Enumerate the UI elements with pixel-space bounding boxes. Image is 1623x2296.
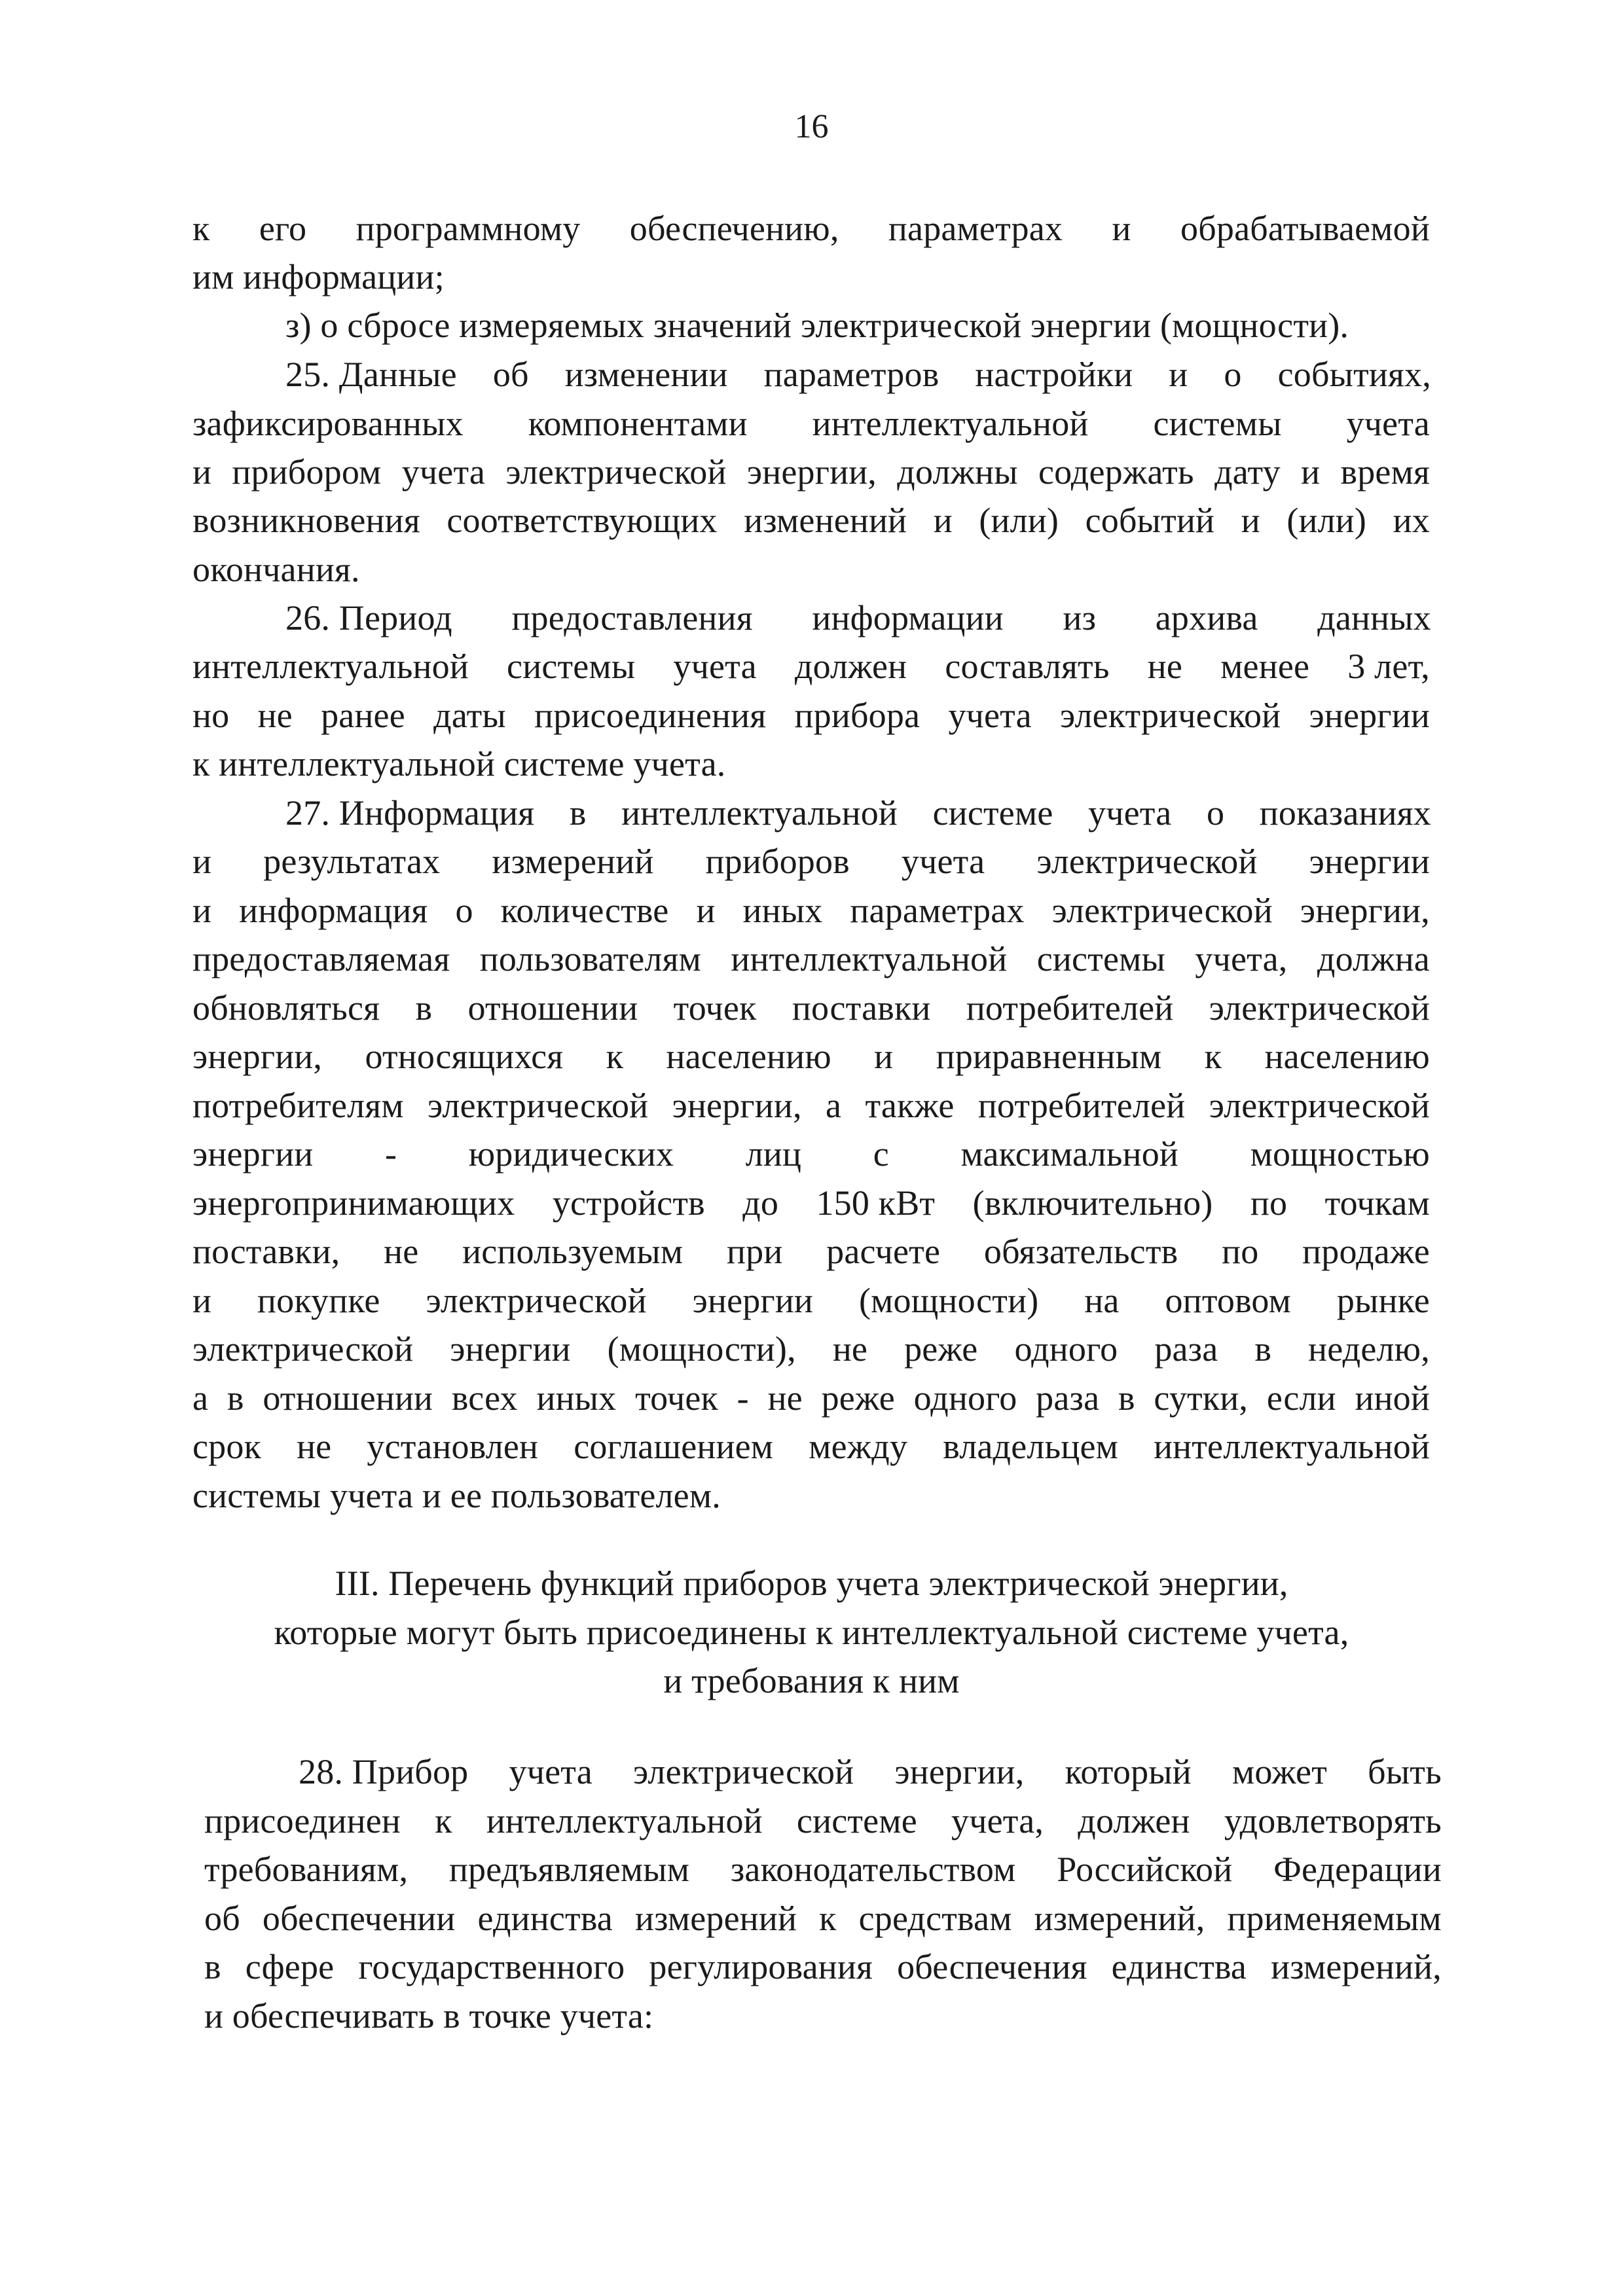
text-line [204,1852,1442,1887]
word: и [192,1281,212,1320]
word: отношении [263,1378,433,1418]
word: 27. Информация [285,793,535,833]
word: устройств [552,1183,705,1223]
word: который [1065,1752,1192,1791]
word: предоставляемая [192,939,450,978]
word: мощностью [1250,1134,1430,1174]
word: предъявляемым [448,1850,690,1889]
word: время [1340,452,1430,492]
word: интеллектуальной [731,939,1008,978]
word: относящихся [365,1037,564,1076]
word: 150 кВт [816,1183,936,1223]
word: и [1301,452,1321,492]
word: измерений [635,1899,797,1938]
word: отношении [467,988,638,1028]
word: одного [1014,1329,1118,1369]
word: архива [1155,598,1258,637]
word: к [819,1899,837,1938]
word: присоединен [204,1801,401,1840]
text-line [192,649,1430,684]
word: и [1169,355,1188,394]
word: единства [1111,1947,1247,1986]
word: между [809,1427,908,1466]
word: населению [666,1037,831,1076]
word: предоставления [511,598,753,637]
word: энергии, [1300,891,1430,930]
word: в [227,1378,244,1418]
text-line [192,1234,1430,1269]
word: не [832,1329,868,1369]
word: информация [239,891,428,930]
word: а [825,1086,842,1125]
word: не [257,696,293,735]
word: всех [451,1378,518,1418]
word: учета [673,647,757,686]
word: а [192,1378,209,1418]
word: менее [1220,647,1310,686]
word: должны [897,452,1018,492]
word: установлен [367,1427,539,1466]
word: обеспечения [897,1947,1087,1986]
word: их [1393,501,1430,540]
word: к [606,1037,624,1076]
word: в [569,793,587,833]
word: быть [1368,1752,1442,1791]
word: электрической [1051,891,1273,930]
word: не [297,1427,332,1466]
word: не [767,1378,803,1418]
word: расчете [826,1232,941,1271]
word: учета [509,1752,593,1791]
word: энергии [1309,842,1430,881]
word: показаниях [1259,793,1431,833]
text-line [192,1429,1430,1464]
word: и [192,891,212,930]
word: регулирования [649,1947,873,1986]
word: и [1112,209,1131,248]
word: государственного [358,1947,625,1986]
text-line [192,990,1430,1026]
word: до [742,1183,779,1223]
word: энергии, [746,452,877,492]
word: интеллектуальной [1154,1427,1430,1466]
text-line [192,454,1430,490]
word: учета [1346,404,1430,443]
word: оптовом [1165,1281,1291,1320]
paragraph-25-start [285,357,1431,392]
word: покупке [257,1281,380,1320]
word: присоединения [534,696,767,735]
text-line [192,893,1430,928]
word: энергии [692,1281,814,1320]
word: учета [1088,793,1172,833]
word: (мощности) [858,1281,1039,1320]
paragraph-27-start [285,795,1431,831]
word: не [1147,647,1183,686]
text-line [192,503,1430,538]
word: о [1224,355,1242,394]
page-number: 16 [794,108,829,145]
word: системе [932,793,1053,833]
text-line [204,1803,1442,1839]
word: - [384,1134,397,1174]
word: интеллектуальной [486,1801,763,1840]
word: в [1118,1378,1135,1418]
word: по [1250,1183,1288,1223]
word: электрической [1036,842,1258,881]
text-line [192,1283,1430,1318]
text-line [192,406,1430,441]
word: в [415,988,433,1028]
word: системе [796,1801,917,1840]
word: потребителям [192,1086,404,1125]
word: должна [1317,939,1430,978]
word: используемым [462,1232,684,1271]
word: реже [821,1378,895,1418]
word: энергии, [894,1752,1025,1791]
word: (мощности), [607,1329,796,1369]
word: ранее [321,696,405,735]
word: зафиксированных [192,404,464,443]
text-line [192,1088,1430,1123]
word: и [192,452,212,492]
word: соглашением [574,1427,774,1466]
word: 3 лет, [1347,647,1430,686]
word: изменении [564,355,728,394]
word: измерений, [1034,1899,1205,1938]
word: может [1232,1752,1328,1791]
word: (или) [979,501,1059,540]
word: из [1063,598,1097,637]
word: параметрах [888,209,1063,248]
word: срок [192,1427,262,1466]
paragraph-28-start [299,1754,1442,1789]
word: и [874,1037,894,1076]
word: и [192,842,212,881]
word: иных [536,1378,617,1418]
word: прибора [794,696,921,735]
word: точек [673,988,757,1028]
word: о [455,891,473,930]
word: точкам [1324,1183,1430,1223]
word: возникновения [192,501,420,540]
word: количестве [500,891,669,930]
word: измерений [492,842,654,881]
word: и [933,501,953,540]
word: законодательством [730,1850,1016,1889]
text-line [192,698,1430,733]
word: учета [901,842,985,881]
word: приборов [705,842,850,881]
word: требованиям, [204,1850,409,1889]
word: изменений [744,501,907,540]
word: по [1222,1232,1259,1271]
word: событиях, [1277,355,1431,394]
word: населению [1264,1037,1430,1076]
word: обеспечении [262,1899,456,1938]
word: учета, [1195,939,1288,978]
word: к [435,1801,452,1840]
word: параметров [763,355,939,394]
word: неделю, [1308,1329,1430,1369]
text-line: з) о сбросе измеряемых значений электрической энергии (мощности). [285,306,1349,345]
word: поставки [792,988,931,1028]
word: электрической [505,452,727,492]
word: при [727,1232,783,1271]
word: к [192,209,210,248]
word: интеллектуальной [192,647,469,686]
word: Российской [1057,1850,1233,1889]
word: Федерации [1273,1850,1442,1889]
word: измерений, [1271,1947,1442,1986]
word: единства [477,1899,613,1938]
word: 26. Период [285,598,452,637]
word: (включительно) [972,1183,1213,1223]
word: сутки, [1154,1378,1249,1418]
word: данных [1317,598,1431,637]
word: системы [507,647,636,686]
word: если [1266,1378,1336,1418]
word: параметрах [850,891,1025,930]
word: удовлетворять [1224,1801,1442,1840]
word: лиц [745,1134,802,1174]
word: системы [1036,939,1166,978]
word: системы [1153,404,1282,443]
word: событий [1085,501,1215,540]
word: в [1254,1329,1272,1369]
word: пользователям [479,939,701,978]
text-line [192,1185,1430,1221]
word: его [259,209,307,248]
paragraph-26-start [285,600,1431,636]
word: содержать [1038,452,1194,492]
word: соответствующих [447,501,718,540]
word: электрической [1060,696,1281,735]
text-line: и обеспечивать в точке учета: [204,1996,654,2036]
word: и [1241,501,1260,540]
word: об [204,1899,240,1938]
word: иной [1355,1378,1430,1418]
word: дату [1214,452,1281,492]
word: 25. Данные [285,355,457,394]
word: учета [948,696,1032,735]
word: даты [433,696,506,735]
word: продаже [1302,1232,1430,1271]
word: электрической [426,1281,647,1320]
word: энергии [450,1329,571,1369]
word: иных [742,891,823,930]
word: юридических [468,1134,674,1174]
word: на [1084,1281,1120,1320]
word: электрической [633,1752,854,1791]
word: прибором [232,452,382,492]
word: информации [812,598,1004,637]
word: применяемым [1227,1899,1442,1938]
word: рынке [1336,1281,1430,1320]
word: владельцем [943,1427,1118,1466]
word: но [192,696,230,735]
text-line: системы учета и ее пользователем. [192,1476,721,1515]
section-heading-line-1: III. Перечень функций приборов учета электрической энергии, [335,1564,1288,1603]
word: составлять [945,647,1110,686]
word: интеллектуальной [812,404,1089,443]
word: потребителей [977,1086,1186,1125]
word: к [1204,1037,1222,1076]
text-line [192,1380,1430,1416]
word: обеспечению, [629,209,839,248]
word: должен [1078,1801,1190,1840]
word: - [737,1378,749,1418]
word: в [204,1947,221,1986]
word: энергии, [192,1037,323,1076]
text-line [204,1901,1442,1936]
word: учета [401,452,486,492]
word: точек [635,1378,718,1418]
text-line [192,1136,1430,1172]
word: и [696,891,716,930]
text-line: им информации; [192,257,445,296]
word: учета, [951,1801,1044,1840]
word: максимальной [960,1134,1179,1174]
word: с [873,1134,889,1174]
text-line: окончания. [192,550,360,589]
text-line [192,941,1430,977]
word: результатах [263,842,441,881]
text-line [192,1039,1430,1074]
word: раза [1154,1329,1218,1369]
word: поставки, [192,1232,340,1271]
word: компонентами [528,404,748,443]
word: электрической [1209,1086,1430,1125]
section-heading-line-2: которые могут быть присоединены к интеллектуальной системе учета, [274,1613,1349,1652]
word: одного [913,1378,1017,1418]
word: раза [1036,1378,1100,1418]
word: 28. Прибор [299,1752,469,1791]
text-line [192,1331,1430,1367]
text-line [192,844,1430,879]
word: реже [904,1329,978,1369]
word: электрической [428,1086,649,1125]
word: об [492,355,529,394]
word: обрабатываемой [1180,209,1430,248]
word: электрической [1209,988,1430,1028]
word: интеллектуальной [621,793,898,833]
word: приравненным [936,1037,1162,1076]
section-heading-line-3: и требования к ним [663,1661,960,1700]
word: обновляться [192,988,380,1028]
text-line: к интеллектуальной системе учета. [192,744,726,783]
word: средствам [858,1899,1012,1938]
word: должен [794,647,907,686]
word: программному [356,209,581,248]
word: не [384,1232,419,1271]
text-line [204,1949,1442,1984]
word: также [865,1086,955,1125]
word: сфере [245,1947,335,1986]
word: энергии [1309,696,1430,735]
text-line [192,211,1430,246]
word: энергопринимающих [192,1183,515,1223]
word: энергии, [672,1086,802,1125]
word: энергии [192,1134,314,1174]
word: настройки [975,355,1133,394]
word: потребителей [966,988,1174,1028]
word: (или) [1286,501,1367,540]
word: электрической [192,1329,414,1369]
word: обязательств [983,1232,1178,1271]
word: о [1206,793,1225,833]
